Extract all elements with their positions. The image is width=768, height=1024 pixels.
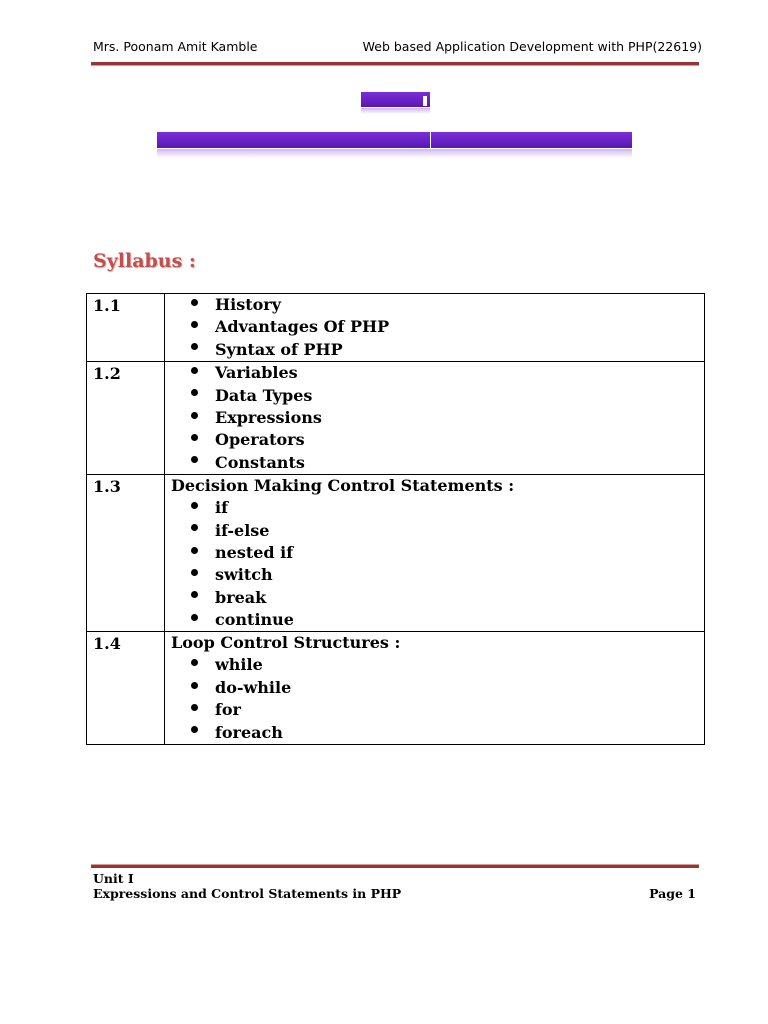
bullet-icon (191, 299, 198, 306)
topic-label: Data Types (215, 385, 313, 405)
bullet-icon (191, 502, 198, 509)
topic-label: if (215, 498, 228, 518)
topic-label: do-while (215, 677, 292, 697)
bullet-icon (191, 569, 198, 576)
topic-label: Constants (215, 452, 305, 472)
topic-label: for (215, 700, 241, 720)
topic-label: if-else (215, 520, 270, 540)
chapter-title-reflection (157, 149, 632, 158)
unit-title-reflection (361, 108, 430, 114)
list-item (191, 542, 704, 564)
bullet-icon (191, 726, 198, 733)
header-course: Web based Application Development with PHP(22619) (362, 39, 702, 54)
bullet-icon (191, 412, 198, 419)
bullet-icon (191, 614, 198, 621)
topic-label: Expressions (215, 407, 322, 427)
bullet-icon (191, 591, 198, 598)
section-number: 1.2 (87, 362, 165, 475)
topic-list (171, 497, 704, 631)
list-item (191, 587, 704, 609)
section-topics (165, 362, 705, 475)
list-item (191, 385, 704, 407)
list-item (191, 452, 704, 474)
bullet-icon (191, 367, 198, 374)
list-item (191, 654, 704, 676)
topic-label: nested if (215, 542, 294, 562)
syllabus-heading: Syllabus : (93, 250, 196, 272)
list-item (191, 677, 704, 699)
list-item (191, 407, 704, 429)
list-item (191, 564, 704, 586)
table-row (87, 632, 705, 745)
bullet-icon (191, 682, 198, 689)
section-topics (165, 475, 705, 632)
topic-label: switch (215, 565, 273, 585)
unit-title-banner (361, 92, 430, 107)
section-number: 1.1 (87, 294, 165, 362)
list-item (191, 316, 704, 338)
header-rule (91, 62, 699, 66)
section-number: 1.3 (87, 475, 165, 632)
topic-list (171, 362, 704, 474)
footer-rule (91, 864, 699, 868)
topic-label: continue (215, 610, 294, 630)
topic-label: History (215, 295, 281, 314)
list-item (191, 609, 704, 631)
bullet-icon (191, 456, 198, 463)
chapter-title-banner (157, 132, 632, 148)
bullet-icon (191, 547, 198, 554)
bullet-icon (191, 434, 198, 441)
table-row (87, 475, 705, 632)
bullet-icon (191, 524, 198, 531)
section-number: 1.4 (87, 632, 165, 745)
section-topics (165, 294, 705, 362)
list-item (191, 497, 704, 519)
footer-title: Expressions and Control Statements in PHP (93, 886, 402, 901)
section-heading: Loop Control Structures : (171, 633, 401, 653)
list-item (191, 339, 704, 361)
table-row (87, 294, 705, 362)
list-item (191, 520, 704, 542)
topic-list (171, 654, 704, 744)
topic-label: foreach (215, 722, 283, 742)
topic-label: Variables (215, 363, 298, 383)
section-heading: Decision Making Control Statements : (171, 476, 515, 496)
bullet-icon (191, 321, 198, 328)
topic-label: Advantages Of PHP (215, 317, 390, 337)
bullet-icon (191, 704, 198, 711)
footer-unit: Unit I (93, 871, 134, 886)
bullet-icon (191, 389, 198, 396)
table-row (87, 362, 705, 475)
syllabus-table (86, 293, 705, 745)
list-item (191, 429, 704, 451)
footer-page-number: Page 1 (649, 886, 696, 901)
topic-label: break (215, 587, 267, 607)
list-item (191, 362, 704, 384)
list-item (191, 722, 704, 744)
bullet-icon (191, 343, 198, 350)
header-author: Mrs. Poonam Amit Kamble (93, 39, 258, 54)
topic-list (171, 294, 704, 361)
bullet-icon (191, 659, 198, 666)
list-item (191, 699, 704, 721)
topic-label: Syntax of PHP (215, 339, 343, 359)
topic-label: while (215, 655, 263, 675)
section-topics (165, 632, 705, 745)
list-item (191, 294, 704, 316)
topic-label: Operators (215, 430, 305, 450)
